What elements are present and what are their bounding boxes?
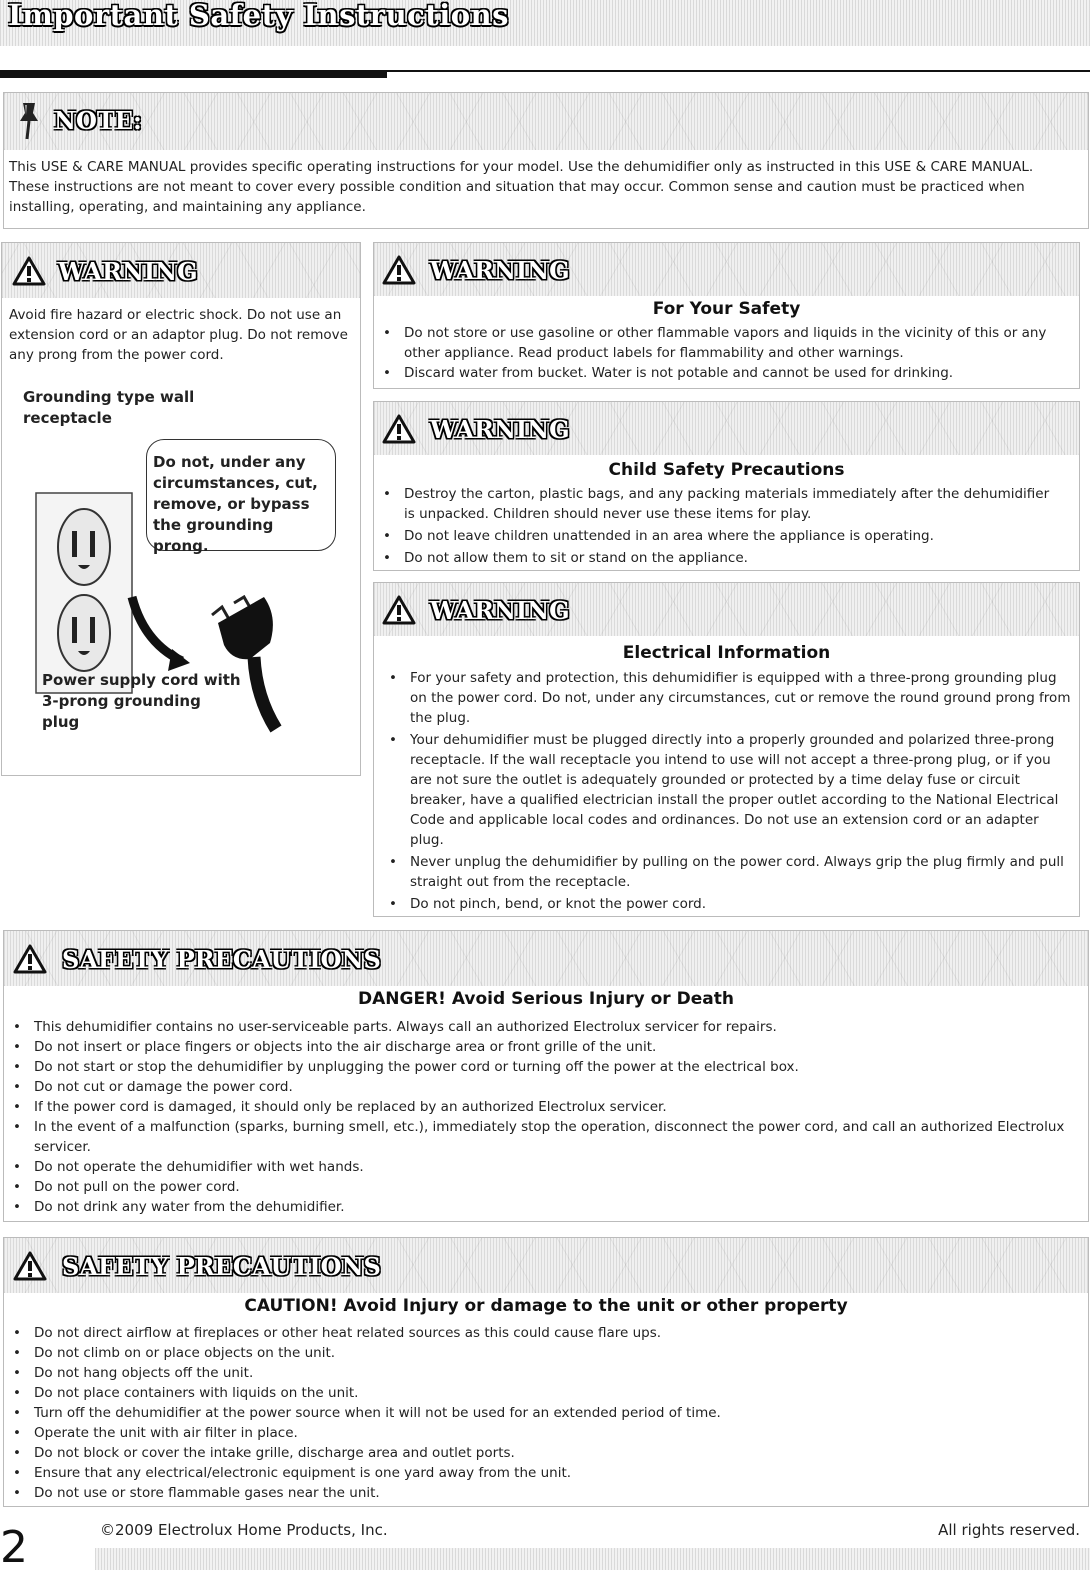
divider-thick [0,70,387,78]
list-item: • Discard water from bucket. Water is not potable and cannot be used for drinking. [374,363,1074,383]
list-item: • Do not block or cover the intake grille, discharge area and outlet ports. [4,1443,1082,1463]
safety-danger-subtitle: DANGER! Avoid Serious Injury or Death [358,989,734,1009]
list-item: • Ensure that any electrical/electronic equipment is one yard away from the unit. [4,1463,1082,1483]
warning-electrical-subtitle: Electrical Information [622,643,831,663]
note-heading: NOTE: [54,106,142,135]
warning-triangle-icon [382,595,416,625]
list-item: • Do not place containers with liquids on the unit. [4,1383,1082,1403]
warning-safety-box [373,242,1080,389]
note-box [3,92,1089,229]
list-item: • Do not insert or place fingers or objects into the air discharge area or front grille of the unit. [4,1037,1082,1057]
footer-bar [95,1548,1090,1570]
list-item: • Never unplug the dehumidifier by pulling on the power cord. Always grip the plug firmly and pull straight out from the receptacle. [380,852,1075,892]
pushpin-icon [14,101,44,141]
list-item: • Do not hang objects off the unit. [4,1363,1082,1383]
list-item: • For your safety and protection, this dehumidifier is equipped with a three-prong grounding plug on the power cord. Do not, under any circumstances, cut or remove the round ground prong from the plug. [380,668,1075,728]
list-item: • Do not use or store flammable gases near the unit. [4,1483,1082,1503]
warning-child-heading: WARNING [430,415,570,444]
warning-child-subtitle: Child Safety Precautions [608,460,845,480]
list-item: • Do not operate the dehumidifier with wet hands. [4,1157,1082,1177]
warning-triangle-icon [12,256,46,286]
warning-safety-heading: WARNING [430,256,570,285]
callout-bubble [146,439,336,555]
safety-danger-list [4,1017,1082,1217]
figure-label-receptacle: Grounding type wall receptacle [23,388,195,427]
warning-left-box [1,242,361,776]
list-item: • Do not cut or damage the power cord. [4,1077,1082,1097]
list-item: • Do not pull on the power cord. [4,1177,1082,1197]
safety-danger-box [3,930,1089,1222]
warning-child-box [373,401,1080,571]
rights-reserved: All rights reserved. [938,1521,1080,1539]
list-item: • If the power cord is damaged, it should only be replaced by an authorized Electrolux servicer. [4,1097,1082,1117]
list-item: • Your dehumidifier must be plugged directly into a properly grounded and polarized three-prong receptacle. If the wall receptacle you intend to use will not accept a three-prong plug, or if you are not sure the outlet is adequately grounded or protected by a time delay fuse or circuit breaker, have a qualified electrician install the proper outlet according to the National Electrical Code and applicable local codes and ordinances. Do not use an extension cord or an adapter plug. [380,730,1075,850]
list-item: • Do not drink any water from the dehumidifier. [4,1197,1082,1217]
warning-triangle-icon [13,1251,47,1281]
safety-danger-banner [4,931,1088,986]
safety-caution-heading: SAFETY PRECAUTIONS [62,1252,381,1281]
page-number: 2 [0,1522,28,1573]
warning-electrical-heading: WARNING [430,596,570,625]
warning-electrical-box [373,582,1080,917]
warning-triangle-icon [13,944,47,974]
warning-electrical-banner [374,583,1079,636]
title-bar [0,0,1090,46]
warning-child-list [374,484,1064,568]
list-item: • Do not store or use gasoline or other flammable vapors and liquids in the vicinity of this or any other appliance. Read product labels for flammability and other warnings. [374,323,1074,363]
list-item: • In the event of a malfunction (sparks, burning smell, etc.), immediately stop the operation, disconnect the power cord, and call an authorized Electrolux servicer. [4,1117,1082,1157]
note-text: This USE & CARE MANUAL provides specific operating instructions for your model. Use the dehumidifier only as instructed in this USE & CARE MANUAL. These instructions are not meant to cover every possible condition and situation that may occur. Common sense and caution must be practiced when installing, operating, and maintaining any appliance. [9,159,1034,215]
list-item: • Do not pinch, bend, or knot the power cord. [380,894,1075,914]
note-banner [4,93,1088,150]
figure-label-cord: Power supply cord with 3-prong grounding plug [42,671,241,731]
divider-thin [387,70,1090,72]
warning-child-banner [374,402,1079,455]
list-item: • Operate the unit with air filter in place. [4,1423,1082,1443]
warning-left-text: Avoid fire hazard or electric shock. Do not use an extension cord or an adaptor plug. Do not remove any prong from the power cord. [9,307,348,363]
page-title: Important Safety Instructions [8,0,509,32]
safety-caution-box [3,1237,1089,1507]
warning-triangle-icon [382,414,416,444]
list-item: • Do not direct airflow at fireplaces or other heat related sources as this could cause flare ups. [4,1323,1082,1343]
warning-left-heading: WARNING [58,257,198,286]
list-item: • Do not leave children unattended in an area where the appliance is operating. [374,526,1064,546]
warning-electrical-list [380,668,1075,914]
warning-safety-list [374,323,1074,383]
safety-caution-list [4,1323,1082,1503]
warning-safety-banner [374,243,1079,296]
callout-text: Do not, under any circumstances, cut, remove, or bypass the grounding prong. [153,453,318,555]
list-item: • Do not start or stop the dehumidifier by unplugging the power cord or turning off the power at the electrical box. [4,1057,1082,1077]
warning-safety-subtitle: For Your Safety [652,299,801,319]
warning-left-banner [2,243,360,298]
list-item: • Do not climb on or place objects on the unit. [4,1343,1082,1363]
safety-caution-subtitle: CAUTION! Avoid Injury or damage to the unit or other property [244,1296,848,1316]
warning-triangle-icon [382,255,416,285]
list-item: • Do not allow them to sit or stand on the appliance. [374,548,1064,568]
safety-caution-banner [4,1238,1088,1293]
list-item: • Turn off the dehumidifier at the power source when it will not be used for an extended period of time. [4,1403,1082,1423]
list-item: • This dehumidifier contains no user-serviceable parts. Always call an authorized Electrolux servicer for repairs. [4,1017,1082,1037]
copyright: ©2009 Electrolux Home Products, Inc. [100,1521,388,1539]
safety-danger-heading: SAFETY PRECAUTIONS [62,945,381,974]
list-item: • Destroy the carton, plastic bags, and any packing materials immediately after the dehumidifier is unpacked. Children should never use these items for play. [374,484,1064,524]
